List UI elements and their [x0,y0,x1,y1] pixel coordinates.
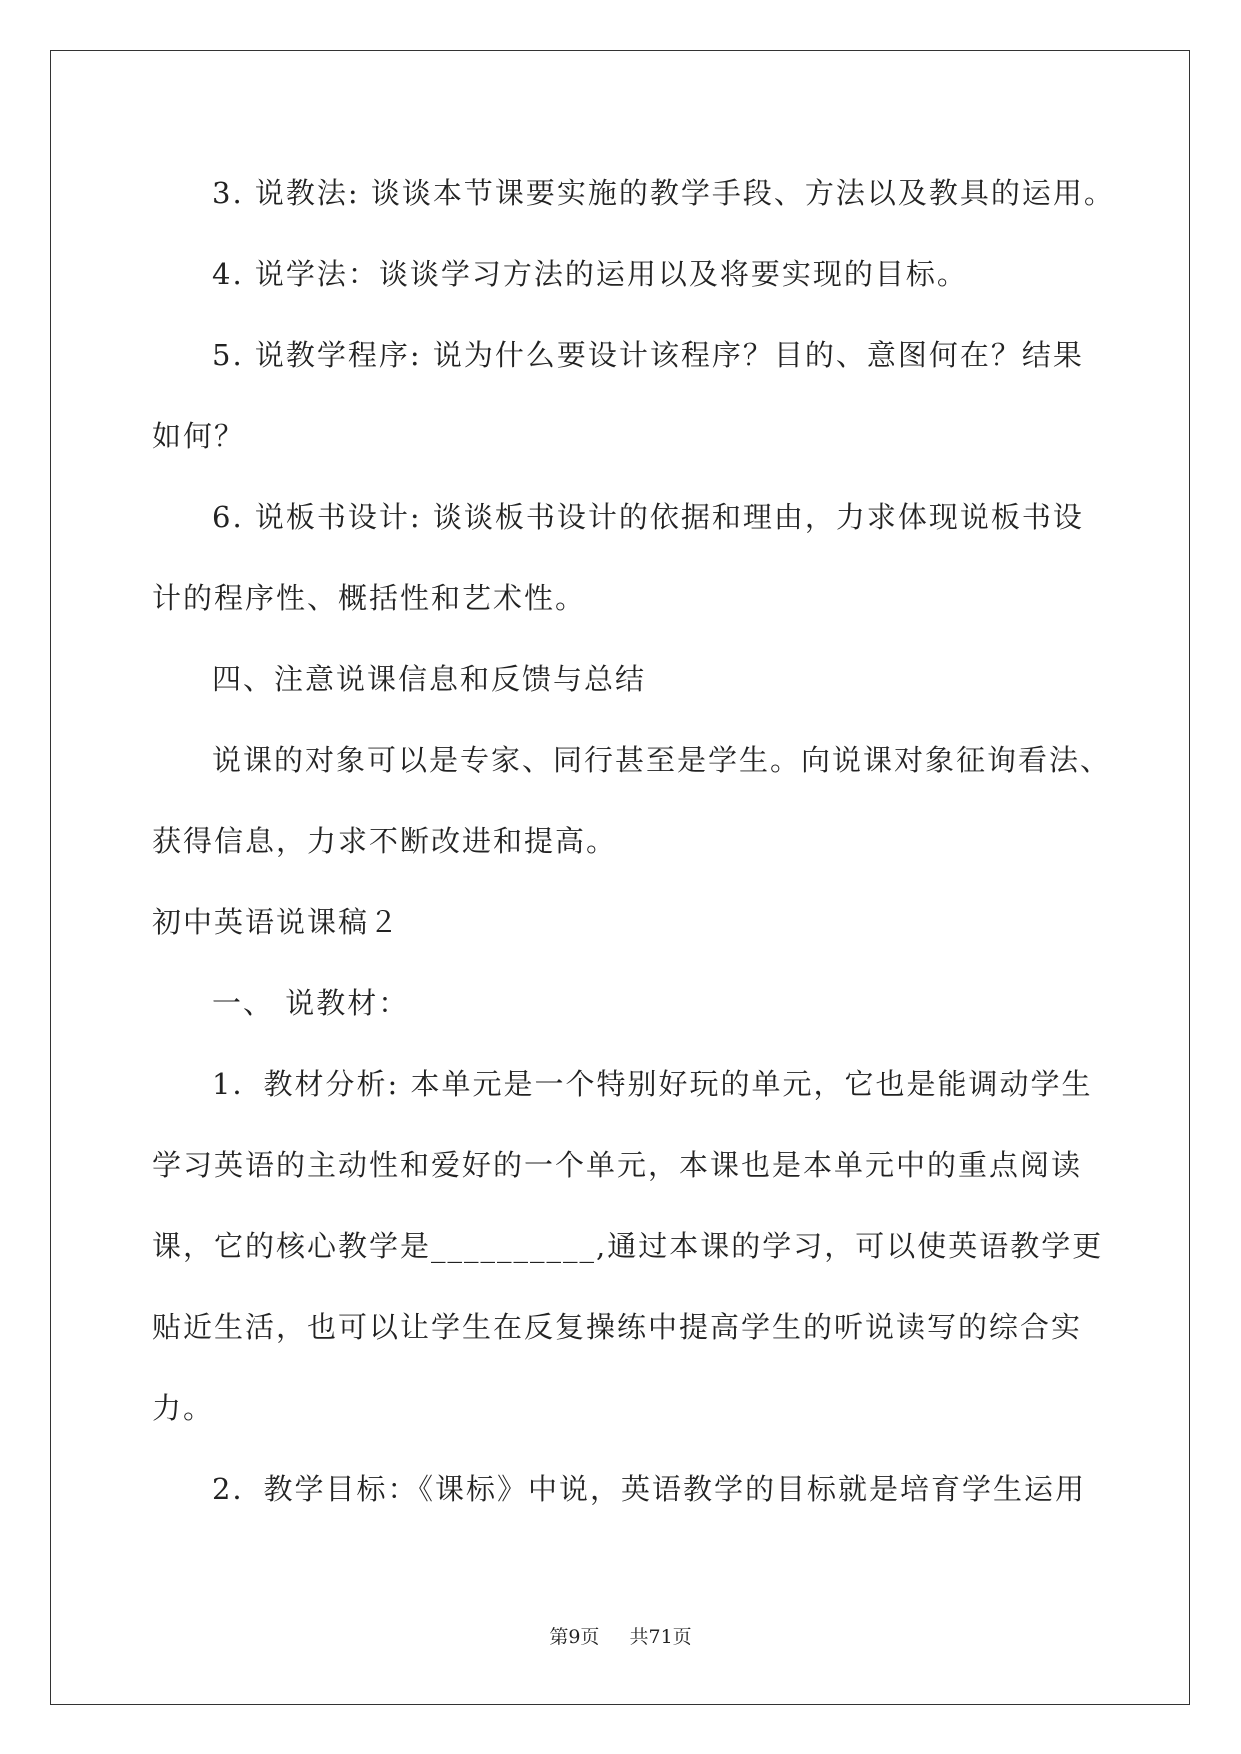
paragraph-line: 学习英语的主动性和爱好的一个单元，本课也是本单元中的重点阅读 [152,1148,1083,1182]
paragraph-line: 贴近生活，也可以让学生在反复操练中提高学生的听说读写的综合实 [152,1310,1083,1344]
paragraph-line: 如何？ [152,419,246,453]
paragraph-line: 5. 说教学程序: 说为什么要设计该程序？目的、意图何在？结果 [212,338,1084,372]
section-heading: 四、注意说课信息和反馈与总结 [212,662,647,696]
paragraph-line: 4. 说学法：谈谈学习方法的运用以及将要实现的目标。 [212,257,968,291]
page-border [50,50,1190,1705]
paragraph-line: 力。 [152,1391,215,1425]
total-page-count: 共71页 [629,1626,692,1648]
paragraph-line: 计的程序性、概括性和艺术性。 [152,581,587,615]
paragraph-line: 6. 说板书设计: 谈谈板书设计的依据和理由，力求体现说板书设 [212,500,1084,534]
paragraph-line: 说课的对象可以是专家、同行甚至是学生。向说课对象征询看法、 [212,743,1112,777]
paragraph-line: 获得信息，力求不断改进和提高。 [152,824,618,858]
paragraph-line: 3. 说教法: 谈谈本节课要实施的教学手段、方法以及教具的运用。 [212,176,1115,210]
paragraph-line: 课，它的核心教学是__________,通过本课的学习，可以使英语教学更 [152,1229,1104,1263]
section-heading: 一、 说教材： [212,986,410,1020]
document-title: 初中英语说课稿２ [152,905,401,939]
current-page-number: 第9页 [549,1626,600,1648]
page-footer [0,1625,1241,1649]
paragraph-line: 2．教学目标：《课标》中说，英语教学的目标就是培育学生运用 [212,1472,1086,1506]
paragraph-line: 1．教材分析: 本单元是一个特别好玩的单元，它也是能调动学生 [212,1067,1093,1101]
